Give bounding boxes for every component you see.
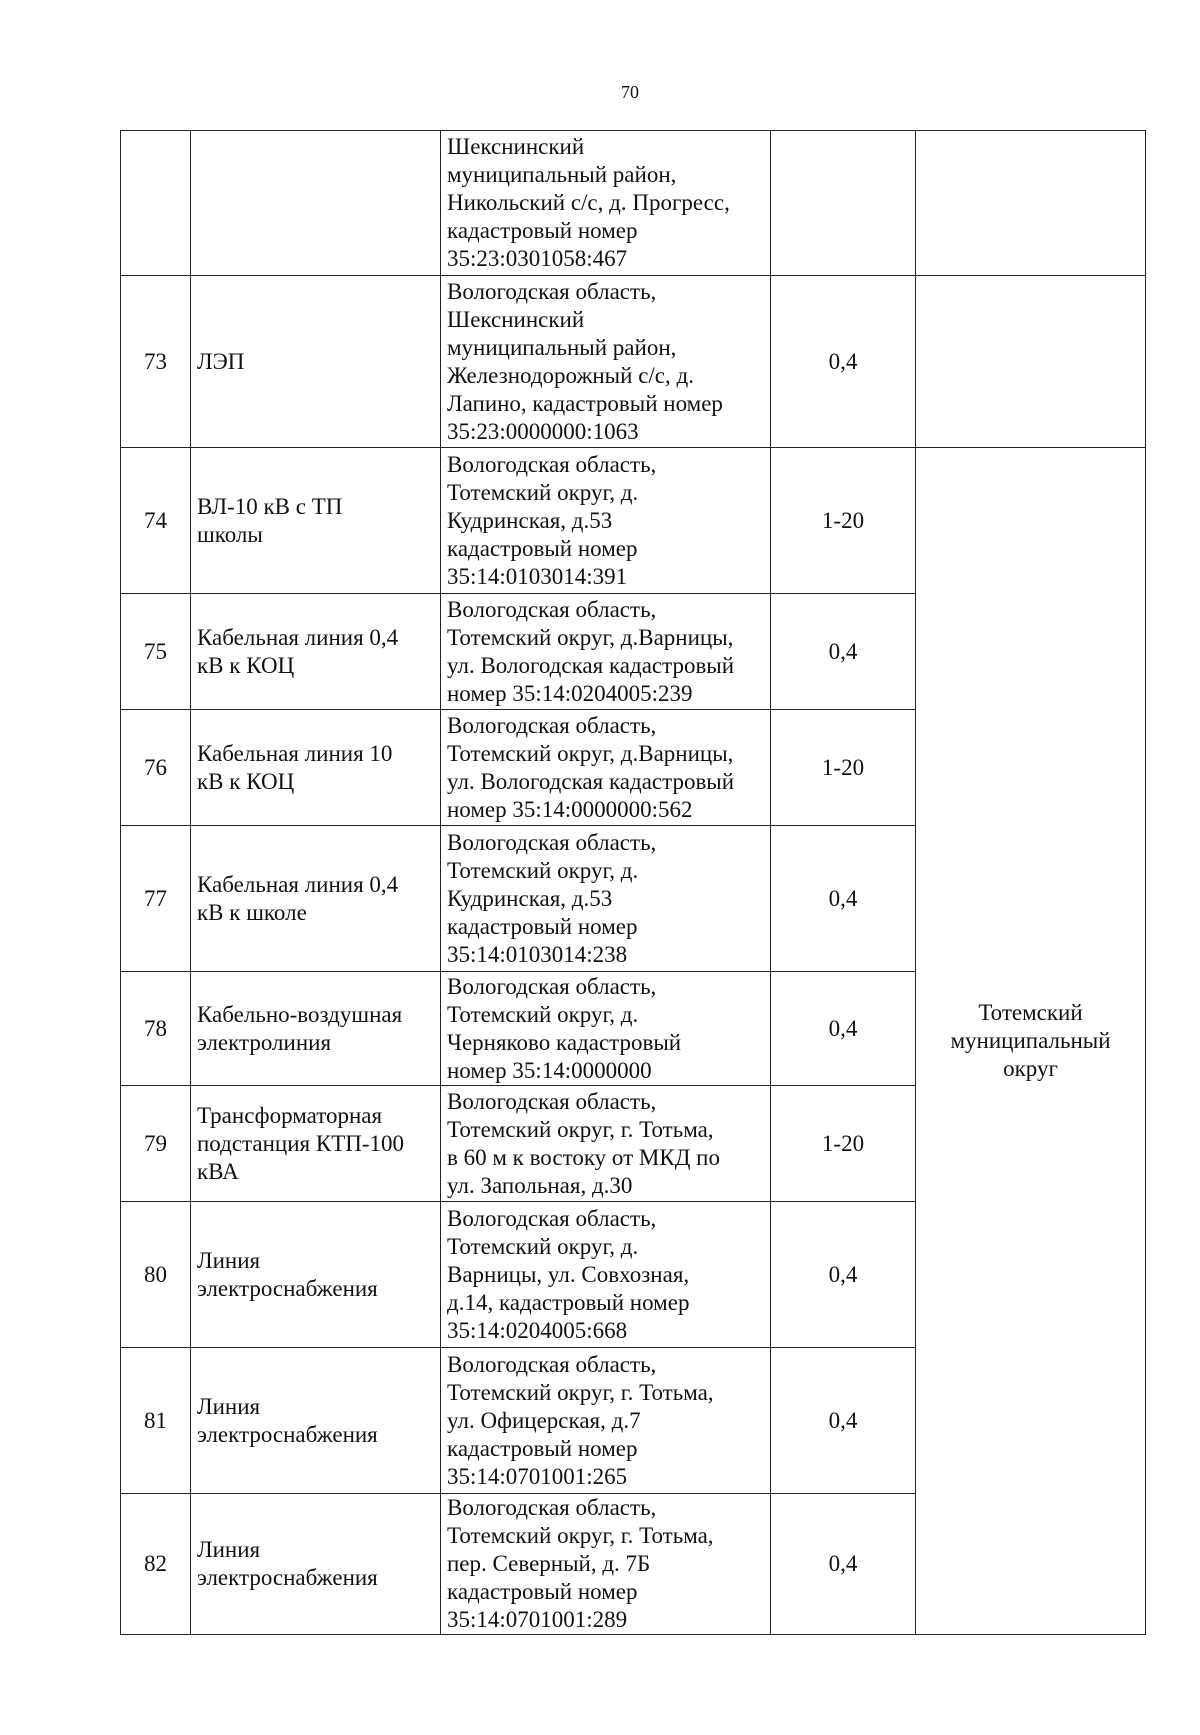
object-name-line: ВЛ-10 кВ с ТП: [197, 493, 343, 519]
object-name-line: Линия: [197, 1247, 261, 1273]
address-line: Шекснинский: [447, 306, 585, 332]
voltage-cell: [771, 131, 916, 276]
object-name-cell: [191, 1086, 441, 1202]
object-name-line: кВ к школе: [197, 899, 307, 925]
object-name-cell: [191, 131, 441, 276]
address-line: Вологодская область,: [447, 1088, 657, 1114]
address-line: Вологодская область,: [447, 278, 657, 304]
address-line: Вологодская область,: [447, 712, 657, 738]
address-line: кадастровый номер: [447, 535, 638, 561]
address-line: кадастровый номер: [447, 913, 638, 939]
district-line: Тотемский: [978, 1000, 1083, 1025]
address-line: Тотемский округ, д.: [447, 1233, 639, 1259]
address-line: в 60 м к востоку от МКД по: [447, 1144, 720, 1170]
object-name-line: Кабельная линия 0,4: [197, 871, 399, 897]
address-line: Кудринская, д.53: [447, 507, 613, 533]
object-name-line: Кабельная линия 0,4: [197, 624, 399, 650]
district-line: округ: [1003, 1056, 1058, 1081]
voltage-cell: 0,4: [771, 1348, 916, 1494]
object-name-cell: [191, 448, 441, 594]
object-name-line: Трансформаторная: [197, 1102, 383, 1128]
object-name-line: кВ к КОЦ: [197, 768, 295, 794]
address-cell: [441, 1348, 771, 1494]
voltage-cell: 0,4: [771, 1494, 916, 1635]
address-cell: [441, 594, 771, 710]
voltage-cell: 0,4: [771, 594, 916, 710]
address-cell: [441, 972, 771, 1086]
address-line: Вологодская область,: [447, 451, 657, 477]
row-number-cell: 74: [121, 448, 191, 594]
object-name-line: кВ к КОЦ: [197, 652, 295, 678]
address-cell: [441, 448, 771, 594]
object-name-line: ЛЭП: [197, 348, 245, 374]
address-cell: [441, 826, 771, 972]
voltage-cell: 1-20: [771, 448, 916, 594]
object-name-cell: [191, 594, 441, 710]
voltage-cell: 1-20: [771, 710, 916, 826]
object-name-line: электролиния: [197, 1029, 332, 1055]
address-line: муниципальный район,: [447, 334, 677, 360]
object-name-line: электроснабжения: [197, 1275, 378, 1301]
voltage-cell: 0,4: [771, 826, 916, 972]
object-name-cell: [191, 826, 441, 972]
address-line: Вологодская область,: [447, 1495, 657, 1520]
address-line: ул. Запольная, д.30: [447, 1172, 633, 1198]
row-number-cell: 77: [121, 826, 191, 972]
registry-table: [120, 130, 1146, 1635]
table-row: [121, 276, 1146, 448]
row-number-cell: 75: [121, 594, 191, 710]
address-line: номер 35:14:0000000:562: [447, 796, 693, 822]
district-line: муниципальный: [950, 1028, 1111, 1053]
address-cell: [441, 710, 771, 826]
address-line: Тотемский округ, д.: [447, 479, 639, 505]
address-line: Вологодская область,: [447, 973, 657, 999]
address-cell: [441, 1494, 771, 1635]
voltage-cell: 0,4: [771, 972, 916, 1086]
address-line: Тотемский округ, д.: [447, 857, 639, 883]
address-line: кадастровый номер: [447, 1435, 638, 1461]
row-number-cell: 79: [121, 1086, 191, 1202]
address-line: 35:14:0103014:238: [447, 941, 628, 967]
row-number-cell: 82: [121, 1494, 191, 1635]
address-line: Варницы, ул. Совхозная,: [447, 1261, 690, 1287]
object-name-cell: [191, 972, 441, 1086]
object-name-line: Линия: [197, 1537, 261, 1562]
address-line: ул. Вологодская кадастровый: [447, 768, 735, 794]
address-line: Черняково кадастровый: [447, 1029, 682, 1055]
address-line: ул. Офицерская, д.7: [447, 1407, 641, 1433]
address-line: 35:14:0103014:391: [447, 563, 628, 589]
address-line: Тотемский округ, д.: [447, 1001, 639, 1027]
address-line: Шекснинский: [447, 134, 585, 159]
object-name-line: электроснабжения: [197, 1421, 378, 1447]
object-name-line: Кабельная линия 10: [197, 740, 393, 766]
district-cell: [916, 131, 1146, 276]
address-line: 35:23:0301058:467: [447, 246, 628, 271]
address-line: кадастровый номер: [447, 1579, 638, 1604]
address-line: Железнодорожный с/с, д.: [447, 362, 694, 388]
row-number-cell: 76: [121, 710, 191, 826]
row-number-cell: 78: [121, 972, 191, 1086]
address-line: муниципальный район,: [447, 162, 677, 187]
address-line: 35:14:0701001:289: [447, 1607, 628, 1632]
object-name-line: Кабельно-воздушная: [197, 1001, 403, 1027]
address-line: 35:23:0000000:1063: [447, 418, 639, 444]
row-number-cell: 81: [121, 1348, 191, 1494]
object-name-line: подстанция КТП-100: [197, 1130, 405, 1156]
table-row: [121, 448, 1146, 594]
address-line: кадастровый номер: [447, 218, 638, 243]
address-cell: [441, 1086, 771, 1202]
voltage-cell: 0,4: [771, 276, 916, 448]
address-line: Лапино, кадастровый номер: [447, 390, 723, 416]
address-line: Тотемский округ, д.Варницы,: [447, 624, 734, 650]
district-cell: [916, 276, 1146, 448]
object-name-line: Линия: [197, 1393, 261, 1419]
row-number-cell: 80: [121, 1202, 191, 1348]
district-cell: [916, 448, 1146, 1635]
object-name-cell: [191, 1348, 441, 1494]
address-line: Тотемский округ, г. Тотьма,: [447, 1523, 714, 1548]
address-line: 35:14:0204005:668: [447, 1317, 628, 1343]
address-cell: [441, 276, 771, 448]
address-line: Вологодская область,: [447, 829, 657, 855]
object-name-line: школы: [197, 521, 263, 547]
address-line: номер 35:14:0204005:239: [447, 680, 693, 706]
object-name-cell: [191, 1494, 441, 1635]
address-line: номер 35:14:0000000: [447, 1057, 652, 1083]
address-line: Тотемский округ, г. Тотьма,: [447, 1116, 714, 1142]
address-line: д.14, кадастровый номер: [447, 1289, 690, 1315]
object-name-cell: [191, 1202, 441, 1348]
table-row: [121, 131, 1146, 276]
address-line: Тотемский округ, г. Тотьма,: [447, 1379, 714, 1405]
address-line: Кудринская, д.53: [447, 885, 613, 911]
address-line: Тотемский округ, д.Варницы,: [447, 740, 734, 766]
voltage-cell: 0,4: [771, 1202, 916, 1348]
address-cell: [441, 1202, 771, 1348]
address-line: Вологодская область,: [447, 1351, 657, 1377]
voltage-cell: 1-20: [771, 1086, 916, 1202]
object-name-cell: [191, 276, 441, 448]
object-name-line: кВА: [197, 1158, 239, 1184]
address-cell: [441, 131, 771, 276]
address-line: 35:14:0701001:265: [447, 1463, 628, 1489]
row-number-cell: [121, 131, 191, 276]
page-number: 70: [621, 82, 639, 102]
address-line: ул. Вологодская кадастровый: [447, 652, 735, 678]
object-name-cell: [191, 710, 441, 826]
object-name-line: электроснабжения: [197, 1565, 378, 1590]
address-line: Вологодская область,: [447, 596, 657, 622]
row-number-cell: 73: [121, 276, 191, 448]
address-line: пер. Северный, д. 7Б: [447, 1551, 651, 1576]
address-line: Никольский с/с, д. Прогресс,: [447, 190, 730, 215]
address-line: Вологодская область,: [447, 1205, 657, 1231]
